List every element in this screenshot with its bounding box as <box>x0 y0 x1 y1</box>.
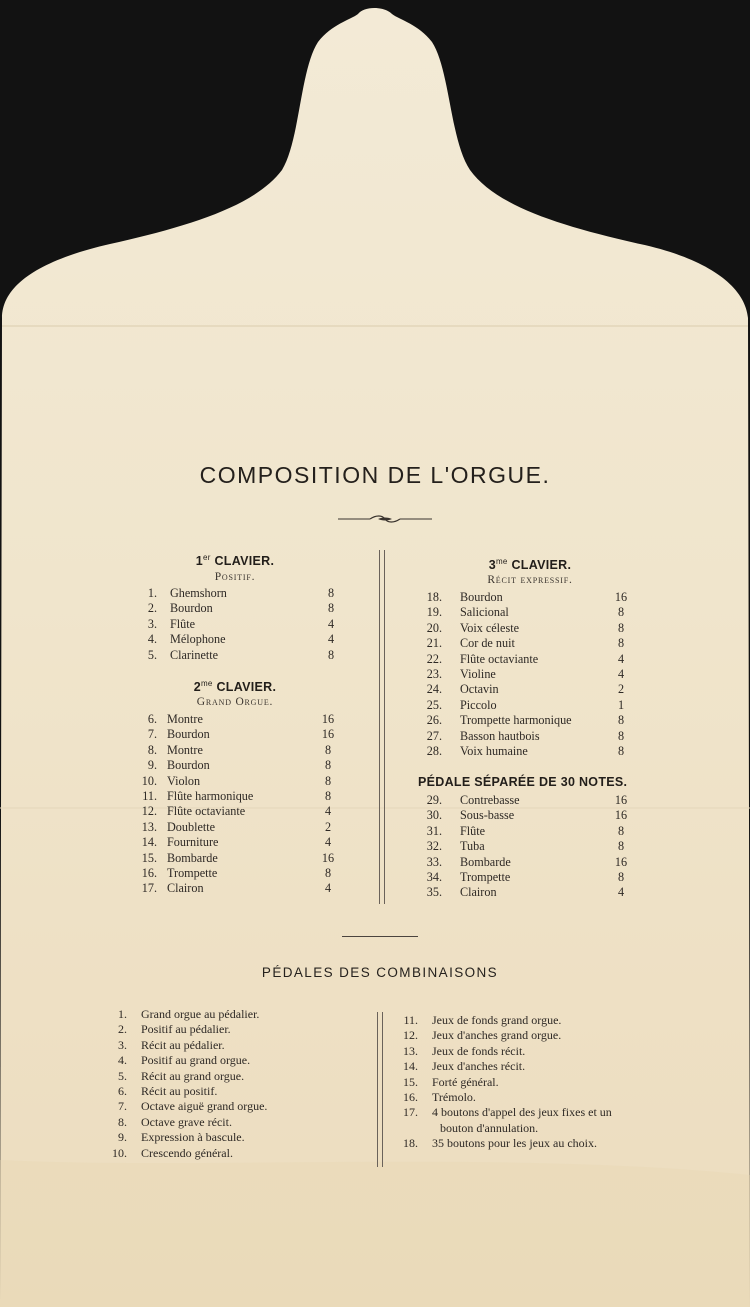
combinaison-number: 15. <box>403 1074 418 1089</box>
stop-name: Mélophone <box>170 632 226 647</box>
stop-feet: 4 <box>324 804 332 819</box>
stop-row <box>422 621 637 636</box>
grand-orgue-title: $2^{me}$ CLAVIER. <box>193 679 277 695</box>
stop-name: Salicional <box>460 605 509 620</box>
combinaison-item <box>400 1028 660 1043</box>
stop-feet: 8 <box>324 788 332 803</box>
combinaison-number: 8. <box>118 1114 127 1129</box>
stop-feet: 8 <box>617 823 625 838</box>
pedale-stop-list <box>422 793 637 901</box>
stop-number: 14. <box>141 835 157 850</box>
stop-row <box>137 586 347 601</box>
stop-row <box>137 789 347 804</box>
stop-name: Basson hautbois <box>460 728 540 743</box>
stop-feet: 2 <box>617 682 625 697</box>
stop-name: Trompette <box>460 869 511 884</box>
combinaison-item <box>109 1099 369 1114</box>
stop-feet: 8 <box>324 773 332 788</box>
stop-number: 1. <box>147 586 157 600</box>
combinaisons-left-list <box>109 1007 369 1161</box>
combinaison-number: 16. <box>403 1089 418 1104</box>
combinaison-number: 11. <box>403 1013 418 1027</box>
stop-number: 24. <box>426 682 442 697</box>
combinaison-text: Positif au pédalier. <box>141 1022 231 1037</box>
stop-name: Flûte harmonique <box>167 788 254 803</box>
stop-feet: 8 <box>327 647 335 662</box>
stop-number: 20. <box>426 620 442 635</box>
stop-feet: 8 <box>617 636 625 651</box>
stop-row <box>422 590 637 605</box>
combinaison-item <box>400 1090 660 1105</box>
combinaison-item <box>400 1136 660 1151</box>
stop-feet: 8 <box>327 586 335 600</box>
positif-title: 1er CLAVIER. <box>195 553 275 569</box>
combinaison-item <box>400 1059 660 1074</box>
stop-number: 2. <box>147 601 157 616</box>
combinaison-item <box>400 1044 660 1059</box>
stop-name: Doublette <box>167 819 216 834</box>
stop-number: 12. <box>141 804 157 819</box>
stop-feet: 4 <box>327 632 335 647</box>
combinaison-item <box>109 1130 369 1145</box>
stop-row <box>137 743 347 758</box>
combinaison-item <box>109 1022 369 1037</box>
stop-number: 34. <box>426 869 442 884</box>
stop-feet: 8 <box>324 865 332 880</box>
stop-row <box>137 835 347 850</box>
combinaison-item <box>109 1007 369 1022</box>
stop-row <box>137 881 347 896</box>
recit-title: $3^{me}$ CLAVIER. <box>488 557 572 573</box>
page-title: COMPOSITION DE L'ORGUE. <box>199 462 551 488</box>
combinaison-number: 5. <box>118 1068 127 1083</box>
stop-number: 13. <box>141 819 157 834</box>
combinaison-number: 6. <box>118 1083 127 1098</box>
combinaison-text: Crescendo général. <box>141 1145 233 1160</box>
combinaison-number: 1. <box>118 1007 127 1021</box>
stop-row <box>137 632 347 647</box>
stop-name: Bombarde <box>167 850 218 865</box>
stop-row <box>422 744 637 759</box>
stop-row <box>422 667 637 682</box>
combinaison-text: Positif au grand orgue. <box>141 1053 251 1068</box>
stop-number: 28. <box>426 743 442 758</box>
stop-row <box>137 617 347 632</box>
stop-feet: 8 <box>617 620 625 635</box>
combinaisons-title: PÉDALES DES COMBINAISONS <box>261 965 499 980</box>
stop-feet: 8 <box>324 742 332 757</box>
stop-number: 32. <box>426 839 442 854</box>
pedale-title: PÉDALE SÉPARÉE DE 30 NOTES. <box>418 775 628 789</box>
ornament-divider <box>338 512 432 526</box>
stop-row <box>137 851 347 866</box>
stop-name: Bourdon <box>167 727 210 742</box>
combinaison-number: 13. <box>403 1043 418 1058</box>
combinaison-number: 4. <box>118 1053 127 1068</box>
stop-row <box>422 713 637 728</box>
stop-name: Sous-basse <box>460 808 515 823</box>
stop-row <box>137 601 347 616</box>
stop-name: Trompette harmonique <box>460 713 572 728</box>
stop-row <box>422 698 637 713</box>
stop-number: 19. <box>426 605 442 620</box>
stop-row <box>137 758 347 773</box>
stop-name: Flûte octaviante <box>167 804 246 819</box>
combinaison-number: 18. <box>403 1136 418 1151</box>
combinaison-number: 2. <box>118 1022 127 1037</box>
stop-number: 21. <box>426 636 442 651</box>
stop-name: Violine <box>460 666 496 681</box>
stop-name: Flûte <box>460 823 486 838</box>
stop-number: 25. <box>426 697 442 712</box>
combinaison-text: Récit au positif. <box>141 1083 218 1098</box>
stop-number: 3. <box>147 616 157 631</box>
stop-number: 7. <box>147 727 157 742</box>
recit-subtitle: Récit expressif. <box>487 574 573 586</box>
combinaison-text: 4 boutons d'appel des jeux fixes et un <box>432 1105 612 1120</box>
column-divider-bottom <box>377 1012 383 1167</box>
combinaison-text: Forté général. <box>432 1074 499 1089</box>
stop-number: 29. <box>426 793 442 807</box>
combinaison-item <box>109 1084 369 1099</box>
stop-row <box>422 652 637 667</box>
stop-name: Montre <box>167 712 203 726</box>
stop-row <box>422 682 637 697</box>
stop-number: 17. <box>141 881 157 896</box>
stop-feet: 16 <box>321 850 335 865</box>
combinaison-item <box>400 1105 660 1136</box>
stop-number: 9. <box>147 758 157 773</box>
stop-feet: 16 <box>614 793 628 807</box>
stop-name: Octavin <box>460 682 499 697</box>
combinaison-text: Jeux d'anches grand orgue. <box>432 1028 562 1043</box>
combinaison-text: Récit au grand orgue. <box>141 1068 245 1083</box>
stop-feet: 4 <box>617 885 625 900</box>
section-separator <box>342 936 418 937</box>
stop-feet: 8 <box>617 839 625 854</box>
stop-number: 5. <box>147 647 157 662</box>
stop-name: Bourdon <box>167 758 210 773</box>
stop-feet: 4 <box>324 881 332 896</box>
stop-row <box>137 804 347 819</box>
stop-row <box>422 793 637 808</box>
stop-feet: 1 <box>617 697 625 712</box>
stop-name: Flûte <box>170 616 196 631</box>
stop-feet: 4 <box>617 651 625 666</box>
stop-feet: 16 <box>614 590 628 604</box>
stop-name: Piccolo <box>460 697 497 712</box>
stop-name: Clairon <box>460 885 497 900</box>
combinaison-item <box>109 1069 369 1084</box>
stop-row <box>137 820 347 835</box>
stop-name: Bourdon <box>170 601 213 616</box>
stop-feet: 16 <box>614 854 628 869</box>
positif-subtitle: Positif. <box>214 571 256 583</box>
stop-number: 4. <box>147 632 157 647</box>
stop-feet: 4 <box>327 616 335 631</box>
stop-name: Bourdon <box>460 590 503 604</box>
combinaison-number: 17. <box>403 1105 418 1120</box>
combinaison-text: Jeux de fonds récit. <box>432 1043 526 1058</box>
combinaison-number: 14. <box>403 1059 418 1074</box>
combinaison-item <box>400 1075 660 1090</box>
stop-number: 35. <box>426 885 442 900</box>
stop-number: 33. <box>426 854 442 869</box>
combinaison-number: 7. <box>118 1099 127 1114</box>
stop-number: 30. <box>426 808 442 823</box>
combinaison-text: Récit au pédalier. <box>141 1037 225 1052</box>
combinaison-item <box>400 1013 660 1028</box>
combinaison-text: Octave aiguë grand orgue. <box>141 1099 268 1114</box>
stop-name: Montre <box>167 742 203 757</box>
combinaison-text: Jeux d'anches récit. <box>432 1059 526 1074</box>
stop-row <box>422 605 637 620</box>
stop-number: 15. <box>141 850 157 865</box>
stop-feet: 8 <box>617 869 625 884</box>
combinaison-text: Jeux de fonds grand orgue. <box>432 1013 562 1027</box>
combinaison-text: Expression à bascule. <box>141 1130 245 1145</box>
combinaison-text: Trémolo. <box>432 1089 476 1104</box>
positif-stop-list <box>137 586 347 663</box>
combinaison-text: Grand orgue au pédalier. <box>141 1007 260 1021</box>
stop-row <box>137 648 347 663</box>
stop-row <box>137 866 347 881</box>
stop-row <box>422 808 637 823</box>
recit-stop-list <box>422 590 637 759</box>
stop-row <box>137 727 347 742</box>
stop-feet: 4 <box>617 666 625 681</box>
stop-number: 23. <box>426 666 442 681</box>
stop-name: Voix céleste <box>460 620 520 635</box>
stop-name: Tuba <box>460 839 485 854</box>
combinaison-item <box>109 1053 369 1068</box>
stop-feet: 16 <box>614 808 628 823</box>
stop-feet: 8 <box>617 713 625 728</box>
stop-number: 16. <box>141 865 157 880</box>
combinaison-text: 35 boutons pour les jeux au choix. <box>432 1136 597 1151</box>
combinaison-text-continued: bouton d'annulation. <box>440 1120 539 1135</box>
stop-feet: 8 <box>327 601 335 616</box>
stop-number: 27. <box>426 728 442 743</box>
stop-name: Clarinette <box>170 647 219 662</box>
stop-name: Bombarde <box>460 854 511 869</box>
grand-orgue-stop-list <box>137 712 347 897</box>
stop-row <box>137 774 347 789</box>
stop-row <box>422 839 637 854</box>
stop-number: 8. <box>147 742 157 757</box>
stop-number: 22. <box>426 651 442 666</box>
column-divider-top <box>379 550 385 904</box>
stop-row <box>422 729 637 744</box>
stop-feet: 8 <box>324 758 332 773</box>
grand-orgue-subtitle: Grand Orgue. <box>196 696 274 708</box>
stop-feet: 2 <box>324 819 332 834</box>
stop-name: Flûte octaviante <box>460 651 539 666</box>
stop-name: Violon <box>167 773 201 788</box>
stop-row <box>422 870 637 885</box>
stop-name: Clairon <box>167 881 204 896</box>
stop-feet: 4 <box>324 835 332 850</box>
stop-feet: 8 <box>617 728 625 743</box>
combinaison-number: 9. <box>118 1130 127 1145</box>
stop-name: Contrebasse <box>460 793 520 807</box>
stop-name: Voix humaine <box>460 743 528 758</box>
stop-name: Ghemshorn <box>170 586 227 600</box>
stop-name: Cor de nuit <box>460 636 515 651</box>
combinaison-number: 3. <box>118 1037 127 1052</box>
stop-feet: 8 <box>617 605 625 620</box>
stop-name: Fourniture <box>167 835 219 850</box>
stop-feet: 16 <box>321 727 335 742</box>
stop-row <box>422 855 637 870</box>
stop-row <box>422 824 637 839</box>
stop-name: Trompette <box>167 865 218 880</box>
stop-number: 11. <box>142 788 157 803</box>
paper-stain <box>0 1160 750 1307</box>
combinaison-item <box>109 1115 369 1130</box>
stop-number: 31. <box>426 823 442 838</box>
stop-number: 10. <box>141 773 157 788</box>
stop-feet: 8 <box>617 743 625 758</box>
stop-number: 26. <box>426 713 442 728</box>
combinaisons-right-list <box>400 1013 660 1152</box>
stop-row <box>422 885 637 900</box>
combinaison-number: 12. <box>403 1028 418 1043</box>
combinaison-item <box>109 1038 369 1053</box>
stop-row <box>137 712 347 727</box>
combinaison-number: 10. <box>112 1145 127 1160</box>
stop-number: 6. <box>147 712 157 726</box>
stop-feet: 16 <box>321 712 335 726</box>
stop-number: 18. <box>426 590 442 604</box>
combinaison-text: Octave grave récit. <box>141 1114 232 1129</box>
stop-row <box>422 636 637 651</box>
combinaison-item <box>109 1146 369 1161</box>
